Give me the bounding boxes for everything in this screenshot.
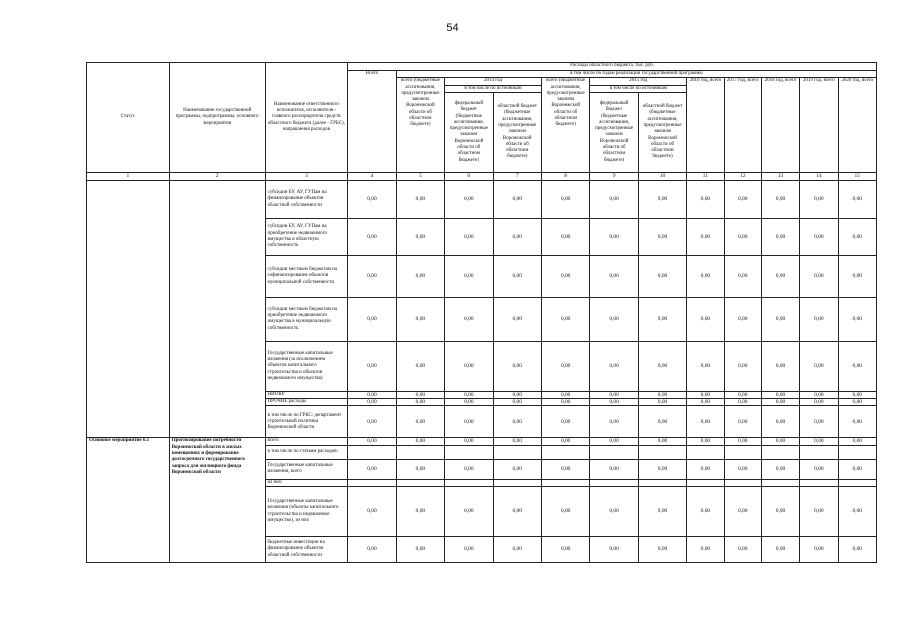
value-cell: 0,00 <box>590 537 638 563</box>
measure-status: Основное мероприятие 6.1 <box>87 438 170 563</box>
value-cell: 0,00 <box>687 297 724 341</box>
value-cell: 0,00 <box>800 399 838 406</box>
header-status: Статус <box>87 63 170 173</box>
value-cell: 0,00 <box>761 438 799 445</box>
value-cell: 0,00 <box>396 459 444 479</box>
value-cell: 0,00 <box>541 399 589 406</box>
value-cell: 0,00 <box>541 341 589 391</box>
row-label: Государственные капитальные вложения, всего <box>265 459 348 479</box>
value-cell: 0,00 <box>590 459 638 479</box>
column-number: 15 <box>838 172 877 180</box>
value-cell: 0,00 <box>396 180 444 218</box>
value-cell: 0,00 <box>838 297 877 341</box>
value-cell: 0,00 <box>445 406 493 438</box>
value-cell: 0,00 <box>687 537 724 563</box>
value-cell: 0,00 <box>724 297 761 341</box>
value-cell <box>348 445 396 459</box>
value-cell: 0,00 <box>445 297 493 341</box>
value-cell: 0,00 <box>838 487 877 537</box>
value-cell: 0,00 <box>724 180 761 218</box>
table-row <box>87 180 877 218</box>
value-cell: 0,00 <box>493 391 541 398</box>
value-cell: 0,00 <box>348 459 396 479</box>
value-cell: 0,00 <box>590 341 638 391</box>
value-cell: 0,00 <box>724 537 761 563</box>
column-number: 13 <box>761 172 799 180</box>
value-cell: 0,00 <box>687 391 724 398</box>
value-cell: 0,00 <box>541 297 589 341</box>
value-cell: 0,00 <box>348 537 396 563</box>
value-cell: 0,00 <box>590 297 638 341</box>
value-cell: 0,00 <box>541 487 589 537</box>
value-cell <box>724 445 761 459</box>
header-2016: 2016 год, всего <box>687 78 724 173</box>
value-cell: 0,00 <box>590 399 638 406</box>
header-2014-incl: в том числе по источникам <box>445 85 542 92</box>
row-label: субсидии БУ, АУ, ГУПам на финансирование объектов областной собственности <box>265 180 348 218</box>
value-cell: 0,00 <box>590 255 638 297</box>
value-cell: 0,00 <box>838 218 877 255</box>
value-cell: 0,00 <box>590 218 638 255</box>
value-cell: 0,00 <box>761 180 799 218</box>
header-2014: 2014 год <box>445 78 542 85</box>
value-cell: 0,00 <box>493 399 541 406</box>
value-cell: 0,00 <box>348 255 396 297</box>
header-federal: федеральный бюджет (бюджетные ассигнования, предусмотренные законом Воронежской области об областном бюджете) <box>445 92 493 172</box>
value-cell: 0,00 <box>687 341 724 391</box>
value-cell: 0,00 <box>761 399 799 406</box>
value-cell: 0,00 <box>638 459 686 479</box>
value-cell: 0,00 <box>445 341 493 391</box>
value-cell: 0,00 <box>638 297 686 341</box>
value-cell <box>800 479 838 486</box>
value-cell: 0,00 <box>638 406 686 438</box>
value-cell: 0,00 <box>445 438 493 445</box>
value-cell: 0,00 <box>687 218 724 255</box>
value-cell: 0,00 <box>761 218 799 255</box>
column-number: 2 <box>169 172 265 180</box>
value-cell: 0,00 <box>396 255 444 297</box>
table-row <box>87 438 877 445</box>
column-number: 11 <box>687 172 724 180</box>
value-cell: 0,00 <box>348 438 396 445</box>
value-cell: 0,00 <box>396 537 444 563</box>
value-cell: 0,00 <box>396 438 444 445</box>
value-cell <box>445 479 493 486</box>
column-number: 7 <box>493 172 541 180</box>
value-cell: 0,00 <box>838 438 877 445</box>
value-cell: 0,00 <box>348 399 396 406</box>
value-cell <box>838 479 877 486</box>
header-2017: 2017 год, всего <box>724 78 761 173</box>
row-label: из них: <box>265 479 348 486</box>
header-funding: Наименование ответственного исполнителя, исполнителя - главного распорядителя средств областного бюджета (далее - ГРБС), направления расходов <box>265 63 348 173</box>
value-cell: 0,00 <box>445 218 493 255</box>
value-cell: 0,00 <box>493 459 541 479</box>
budget-table <box>86 62 877 563</box>
value-cell: 0,00 <box>638 399 686 406</box>
column-number: 3 <box>265 172 348 180</box>
row-label: Государственные капитальные вложения (за исключением объектов капитального строительства и объектов недвижимого имущества) <box>265 341 348 391</box>
value-cell: 0,00 <box>800 341 838 391</box>
row-label: Государственные капитальные вложения (объекты капитального строительства и недвижимое имущество), из них <box>265 487 348 537</box>
value-cell: 0,00 <box>590 180 638 218</box>
value-cell: 0,00 <box>445 255 493 297</box>
header-2015-incl: в том числе по источникам <box>590 85 687 92</box>
value-cell: 0,00 <box>800 487 838 537</box>
value-cell: 0,00 <box>348 180 396 218</box>
value-cell: 0,00 <box>800 297 838 341</box>
value-cell: 0,00 <box>445 537 493 563</box>
value-cell <box>541 445 589 459</box>
value-cell: 0,00 <box>541 180 589 218</box>
value-cell: 0,00 <box>761 391 799 398</box>
value-cell: 0,00 <box>396 391 444 398</box>
value-cell: 0,00 <box>348 487 396 537</box>
value-cell <box>396 445 444 459</box>
column-numbers-row <box>87 172 877 180</box>
value-cell: 0,00 <box>445 180 493 218</box>
value-cell: 0,00 <box>396 218 444 255</box>
value-cell <box>724 479 761 486</box>
value-cell: 0,00 <box>724 406 761 438</box>
value-cell: 0,00 <box>724 459 761 479</box>
row-label: бюджетные инвестиции на финансирование объектов областной собственности <box>265 537 348 563</box>
value-cell: 0,00 <box>687 255 724 297</box>
header-regional: областной бюджет (бюджетные ассигнования, предусмотренные законом Воронежской области об областном бюджете) <box>493 92 541 172</box>
value-cell: 0,00 <box>800 406 838 438</box>
row-label: ПРОЧИЕ расходы <box>265 399 348 406</box>
column-number: 14 <box>800 172 838 180</box>
value-cell: 0,00 <box>800 255 838 297</box>
header-2018: 2018 год, всего <box>761 78 799 173</box>
header-2014-total: всего (бюджетные ассигнования, предусмотренные законом Воронежской области об областном бюджете) <box>396 78 444 173</box>
value-cell: 0,00 <box>590 391 638 398</box>
value-cell <box>761 445 799 459</box>
value-cell: 0,00 <box>838 391 877 398</box>
value-cell: 0,00 <box>638 487 686 537</box>
value-cell: 0,00 <box>687 406 724 438</box>
value-cell: 0,00 <box>800 537 838 563</box>
row-label: всего <box>265 438 348 445</box>
value-cell: 0,00 <box>493 341 541 391</box>
value-cell <box>348 479 396 486</box>
value-cell: 0,00 <box>800 459 838 479</box>
column-number: 4 <box>348 172 396 180</box>
value-cell: 0,00 <box>687 438 724 445</box>
value-cell: 0,00 <box>445 459 493 479</box>
value-cell <box>687 445 724 459</box>
value-cell: 0,00 <box>638 180 686 218</box>
value-cell: 0,00 <box>800 438 838 445</box>
value-cell: 0,00 <box>838 341 877 391</box>
value-cell: 0,00 <box>724 391 761 398</box>
column-number: 12 <box>724 172 761 180</box>
value-cell: 0,00 <box>638 438 686 445</box>
header-regional-2015: областной бюджет (бюджетные ассигнования, предусмотренные законом Воронежской области об областном бюджете) <box>638 92 686 172</box>
value-cell: 0,00 <box>761 255 799 297</box>
row-label: в том числе по ГРБС: департамент строительной политики Воронежской области <box>265 406 348 438</box>
value-cell: 0,00 <box>800 180 838 218</box>
column-number: 6 <box>445 172 493 180</box>
row-label: субсидии БУ, АУ, ГУПам на приобретение недвижимого имущества в областную собственность <box>265 218 348 255</box>
value-cell: 0,00 <box>761 537 799 563</box>
value-cell: 0,00 <box>838 399 877 406</box>
value-cell: 0,00 <box>541 255 589 297</box>
name-cell <box>169 180 265 438</box>
value-cell: 0,00 <box>445 399 493 406</box>
value-cell <box>396 479 444 486</box>
value-cell: 0,00 <box>800 391 838 398</box>
value-cell: 0,00 <box>493 406 541 438</box>
status-cell <box>87 180 170 438</box>
value-cell: 0,00 <box>348 391 396 398</box>
measure-name: Прогнозирование потребности Воронежской области в жилых помещениях и формирование долгосрочного государственного запроса для жилищного фонда Воронежской области <box>169 438 265 563</box>
value-cell: 0,00 <box>724 438 761 445</box>
value-cell: 0,00 <box>638 391 686 398</box>
page-number: 54 <box>446 22 459 34</box>
value-cell: 0,00 <box>396 399 444 406</box>
value-cell: 0,00 <box>838 255 877 297</box>
value-cell <box>687 479 724 486</box>
value-cell: 0,00 <box>724 255 761 297</box>
header-2015: 2015 год <box>590 78 687 85</box>
value-cell: 0,00 <box>761 341 799 391</box>
value-cell <box>761 479 799 486</box>
value-cell: 0,00 <box>687 399 724 406</box>
value-cell: 0,00 <box>800 218 838 255</box>
value-cell: 0,00 <box>396 297 444 341</box>
value-cell: 0,00 <box>348 218 396 255</box>
value-cell: 0,00 <box>838 406 877 438</box>
header-incl-program: в том числе по годам реализации государственной программы <box>396 71 876 78</box>
value-cell: 0,00 <box>638 341 686 391</box>
value-cell: 0,00 <box>590 406 638 438</box>
value-cell: 0,00 <box>493 255 541 297</box>
value-cell: 0,00 <box>493 297 541 341</box>
header-2015-total: всего (бюджетные ассигнования, предусмотренные законом Воронежской области об областном бюджете) <box>541 78 589 173</box>
header-total: Всего <box>348 71 396 173</box>
value-cell: 0,00 <box>541 406 589 438</box>
row-label: НИОКР <box>265 391 348 398</box>
header-2020: 2020 год, всего <box>838 78 877 173</box>
value-cell: 0,00 <box>638 255 686 297</box>
row-label: субсидии местным бюджетам на приобретение недвижимого имущества в муниципальную собственность <box>265 297 348 341</box>
value-cell: 0,00 <box>541 218 589 255</box>
value-cell <box>493 479 541 486</box>
value-cell: 0,00 <box>348 341 396 391</box>
value-cell: 0,00 <box>761 487 799 537</box>
column-number: 8 <box>541 172 589 180</box>
value-cell: 0,00 <box>590 438 638 445</box>
value-cell: 0,00 <box>761 459 799 479</box>
value-cell: 0,00 <box>493 487 541 537</box>
header-expenses: Расходы областного бюджета, тыс. руб. <box>348 63 877 71</box>
value-cell: 0,00 <box>348 406 396 438</box>
value-cell: 0,00 <box>445 487 493 537</box>
value-cell <box>838 445 877 459</box>
column-number: 9 <box>590 172 638 180</box>
value-cell: 0,00 <box>396 487 444 537</box>
value-cell: 0,00 <box>638 537 686 563</box>
value-cell: 0,00 <box>724 341 761 391</box>
value-cell: 0,00 <box>638 218 686 255</box>
value-cell: 0,00 <box>687 459 724 479</box>
value-cell: 0,00 <box>541 537 589 563</box>
column-number: 5 <box>396 172 444 180</box>
value-cell: 0,00 <box>687 180 724 218</box>
value-cell <box>638 445 686 459</box>
value-cell: 0,00 <box>493 218 541 255</box>
value-cell: 0,00 <box>493 537 541 563</box>
value-cell: 0,00 <box>445 391 493 398</box>
value-cell: 0,00 <box>541 459 589 479</box>
header-federal-2015: федеральный бюджет (бюджетные ассигнования, предусмотренные законом Воронежской области об областном бюджете) <box>590 92 638 172</box>
value-cell: 0,00 <box>761 297 799 341</box>
value-cell: 0,00 <box>838 459 877 479</box>
value-cell: 0,00 <box>541 438 589 445</box>
value-cell: 0,00 <box>761 406 799 438</box>
value-cell <box>800 445 838 459</box>
value-cell <box>445 445 493 459</box>
value-cell <box>590 445 638 459</box>
value-cell <box>638 479 686 486</box>
value-cell: 0,00 <box>687 487 724 537</box>
row-label: в том числе по статьям расходов: <box>265 445 348 459</box>
value-cell: 0,00 <box>396 406 444 438</box>
column-number: 1 <box>87 172 170 180</box>
column-number: 10 <box>638 172 686 180</box>
value-cell: 0,00 <box>724 487 761 537</box>
value-cell: 0,00 <box>838 180 877 218</box>
value-cell: 0,00 <box>493 438 541 445</box>
value-cell: 0,00 <box>590 487 638 537</box>
value-cell: 0,00 <box>493 180 541 218</box>
value-cell <box>590 479 638 486</box>
value-cell: 0,00 <box>724 218 761 255</box>
value-cell: 0,00 <box>348 297 396 341</box>
value-cell: 0,00 <box>396 341 444 391</box>
value-cell: 0,00 <box>838 537 877 563</box>
value-cell <box>493 445 541 459</box>
header-2019: 2019 год, всего <box>800 78 838 173</box>
value-cell <box>541 479 589 486</box>
value-cell: 0,00 <box>541 391 589 398</box>
row-label: субсидии местным бюджетам на софинансирование объектов муниципальной собственности <box>265 255 348 297</box>
value-cell: 0,00 <box>724 399 761 406</box>
header-name: Наименование государственной программы, подпрограммы, основного мероприятия <box>169 63 265 173</box>
